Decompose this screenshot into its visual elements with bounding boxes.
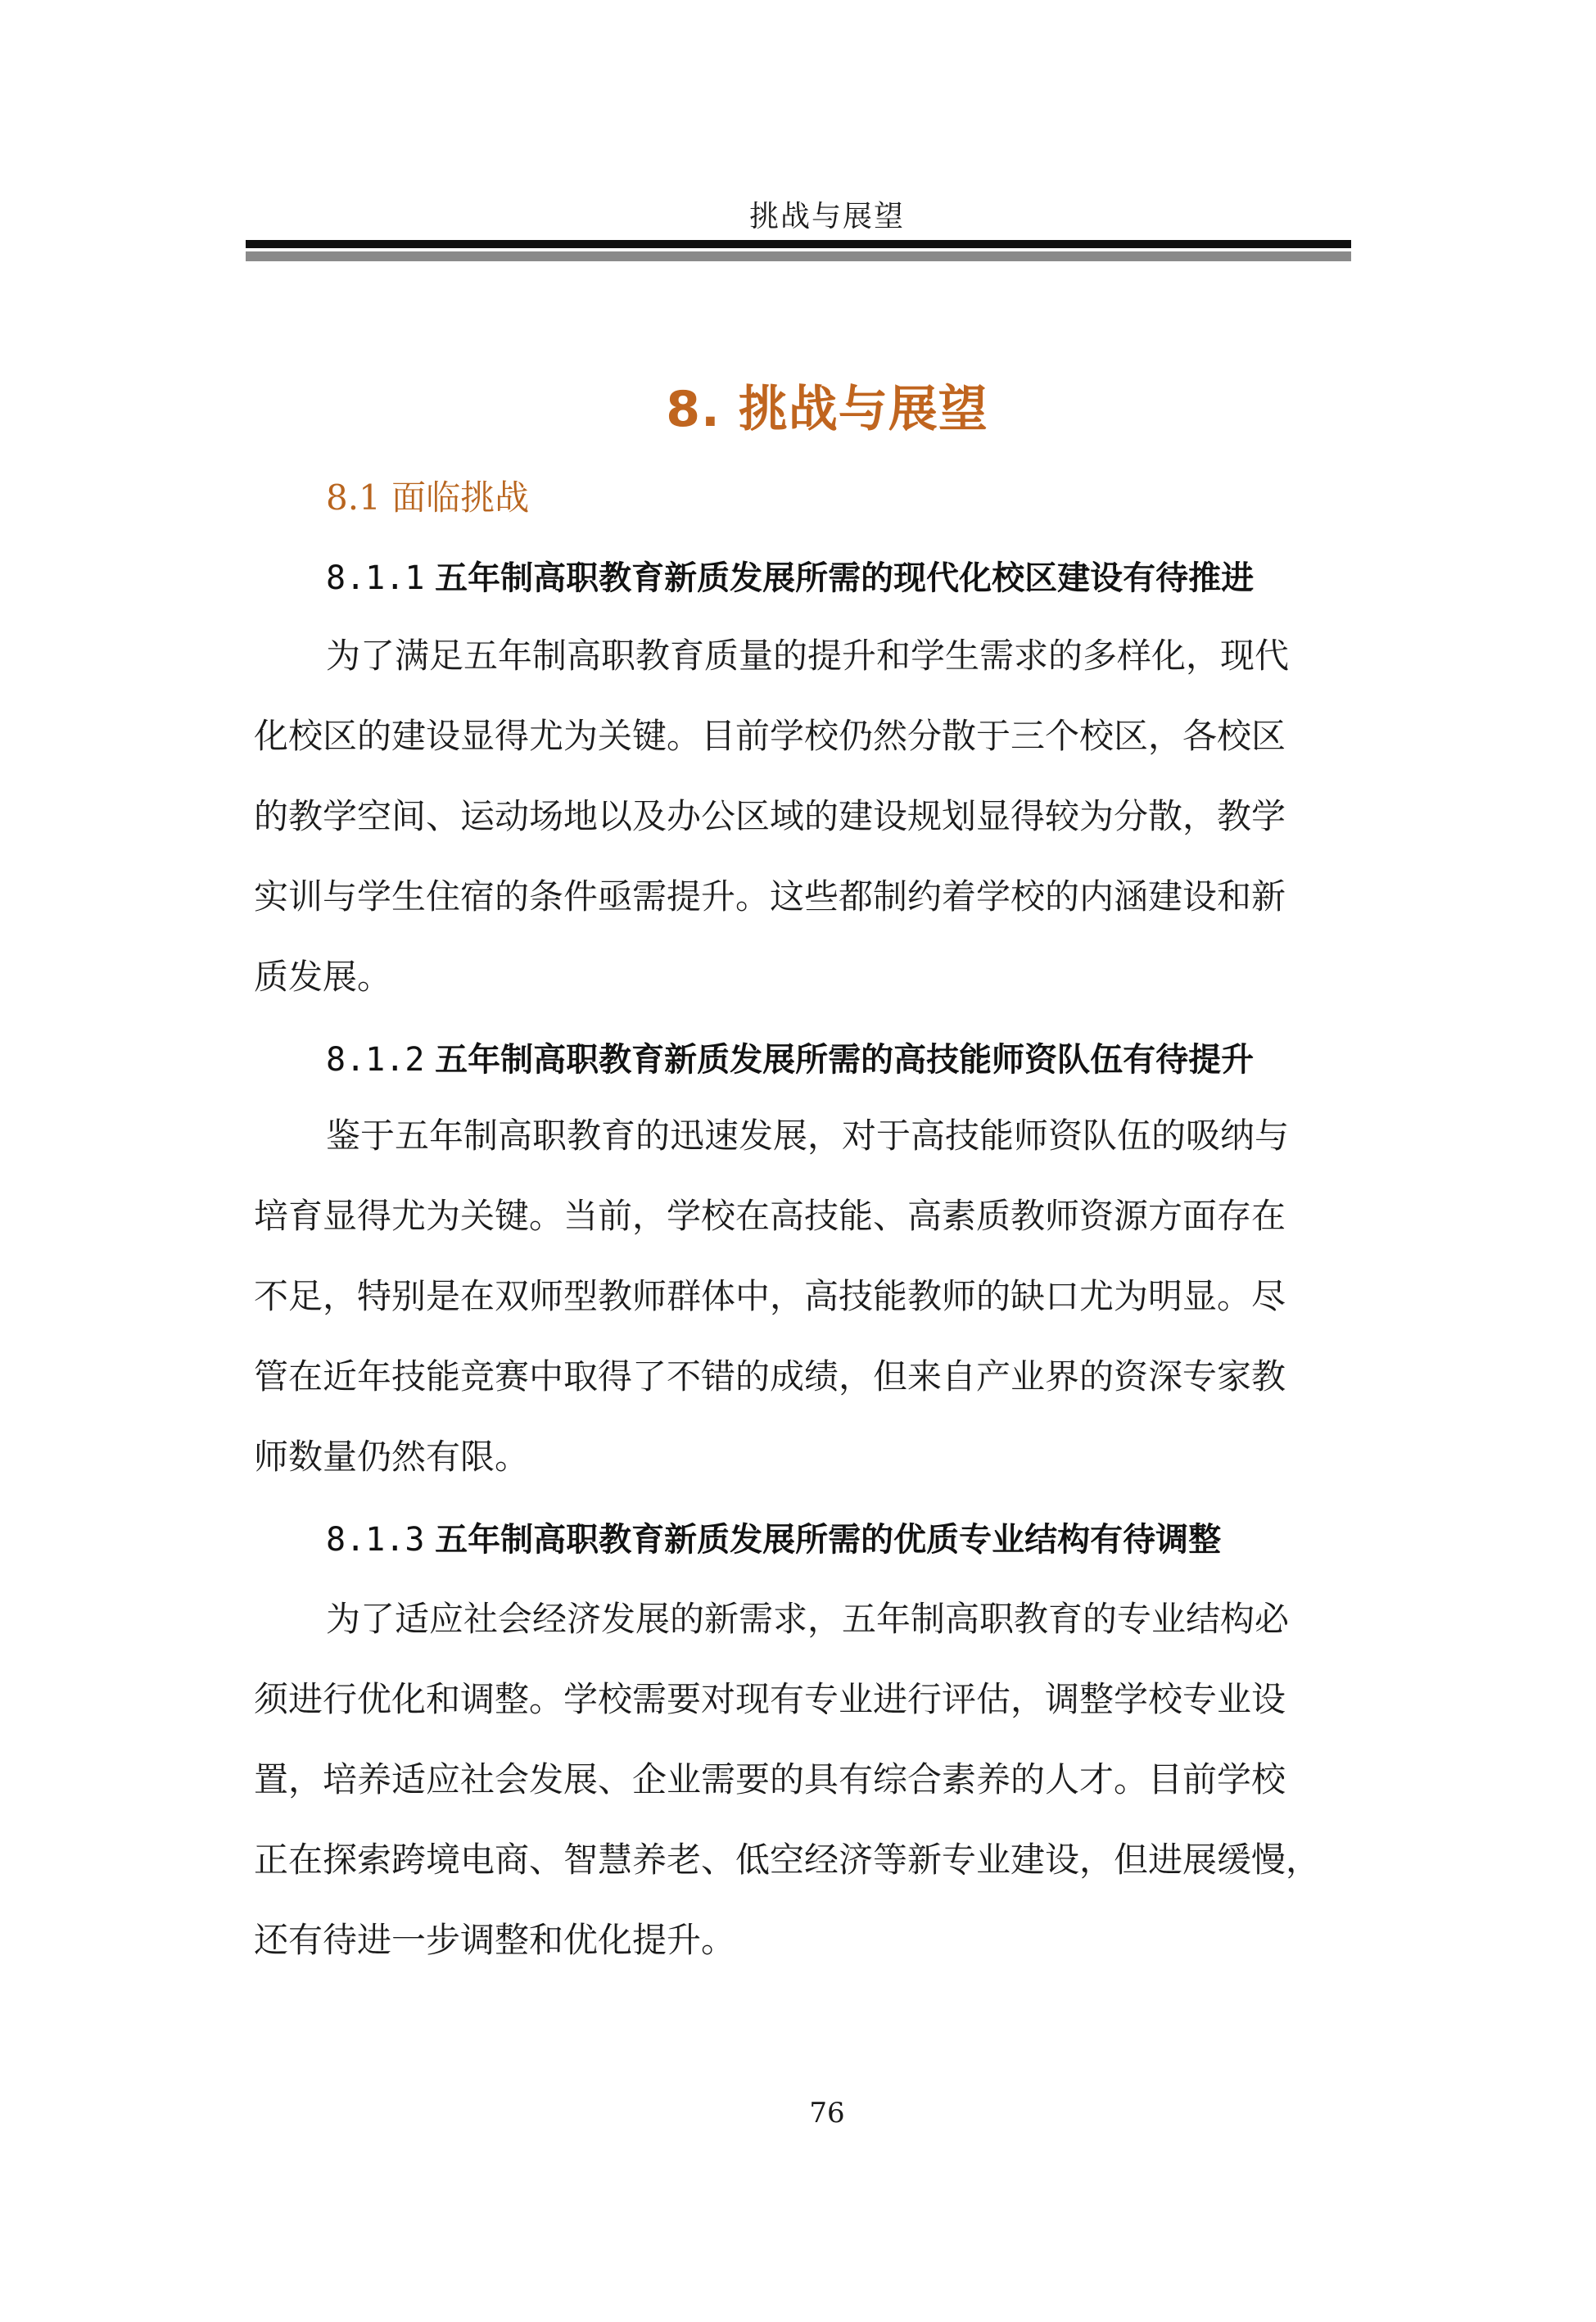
- paragraph: [254, 1579, 1359, 1980]
- subsection-heading: 五年制高职教育新质发展所需的高技能师资队伍有待提升: [435, 1041, 1255, 1079]
- paragraph: [254, 616, 1359, 1017]
- running-header: 挑战与展望: [748, 200, 905, 233]
- header-rule-grey: [246, 251, 1351, 261]
- subsection-number: 8.1.2: [326, 1041, 425, 1079]
- paragraph-line: 为了适应社会经济发展的新需求，五年制高职教育的专业结构必: [326, 1599, 1290, 1639]
- subsection-title: [326, 552, 1254, 599]
- paragraph-line: 正在探索跨境电商、智慧养老、低空经济等新专业建设，但进展缓慢，: [254, 1840, 1321, 1880]
- subsection-title: [326, 1514, 1221, 1560]
- paragraph-line: 质发展。: [254, 957, 392, 997]
- paragraph-line: 管在近年技能竞赛中取得了不错的成绩，但来自产业界的资深专家教: [254, 1356, 1286, 1396]
- subsection-number: 8.1.3: [326, 1521, 425, 1559]
- paragraph-line: 鉴于五年制高职教育的迅速发展，对于高技能师资队伍的吸纳与: [326, 1116, 1290, 1156]
- paragraph-line: 为了满足五年制高职教育质量的提升和学生需求的多样化，现代: [326, 636, 1290, 676]
- subsection-number: 8.1.1: [326, 559, 425, 597]
- subsection-heading: 五年制高职教育新质发展所需的现代化校区建设有待推进: [435, 559, 1255, 597]
- paragraph-line: 师数量仍然有限。: [254, 1437, 530, 1477]
- chapter-title: 8. 挑战与展望: [666, 381, 988, 438]
- subsection-heading: 五年制高职教育新质发展所需的优质专业结构有待调整: [435, 1521, 1222, 1559]
- paragraph-line: 实训与学生住宿的条件亟需提升。这些都制约着学校的内涵建设和新: [254, 876, 1286, 917]
- paragraph-line: 不足，特别是在双师型教师群体中，高技能教师的缺口尤为明显。尽: [254, 1276, 1286, 1316]
- paragraph: [254, 1096, 1359, 1497]
- paragraph-line: 培育显得尤为关键。当前，学校在高技能、高素质教师资源方面存在: [254, 1196, 1286, 1236]
- paragraph-line: 还有待进一步调整和优化提升。: [254, 1920, 736, 1960]
- header-rule-thick: [246, 240, 1351, 248]
- page-number: 76: [809, 2097, 845, 2130]
- paragraph-line: 置，培养适应社会发展、企业需要的具有综合素养的人才。目前学校: [254, 1759, 1286, 1799]
- section-title: 8.1 面临挑战: [326, 478, 530, 518]
- paragraph-line: 化校区的建设显得尤为关键。目前学校仍然分散于三个校区，各校区: [254, 716, 1286, 756]
- paragraph-line: 须进行优化和调整。学校需要对现有专业进行评估，调整学校专业设: [254, 1679, 1286, 1719]
- subsection-title: [326, 1034, 1254, 1080]
- paragraph-line: 的教学空间、运动场地以及办公区域的建设规划显得较为分散，教学: [254, 796, 1286, 836]
